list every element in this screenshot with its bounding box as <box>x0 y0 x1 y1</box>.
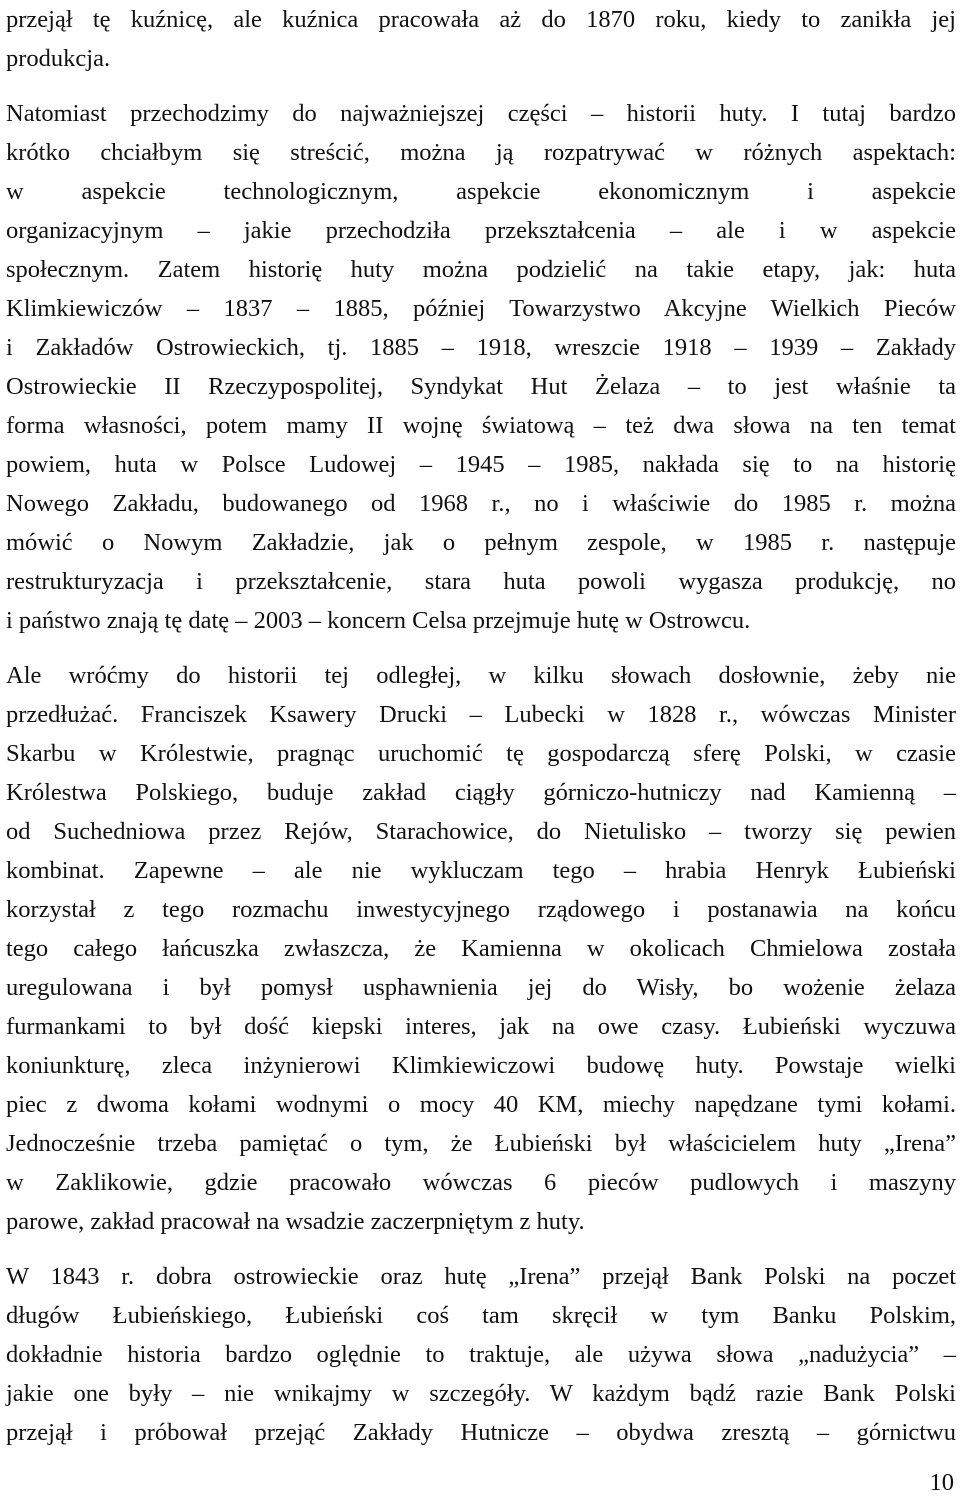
text-line: forma własności, potem mamy II wojnę światową – też dwa słowa na ten temat <box>6 412 956 439</box>
text-line: Królestwa Polskiego, buduje zakład ciągły górniczo-hutniczy nad Kamienną – <box>6 779 956 806</box>
text-line: przejął tę kuźnicę, ale kuźnica pracowała aż do 1870 roku, kiedy to zanikła jej <box>6 6 956 33</box>
text-line: Ostrowieckie II Rzeczypospolitej, Syndykat Hut Żelaza – to jest właśnie ta <box>6 373 956 400</box>
text-line: w Zaklikowie, gdzie pracowało wówczas 6 pieców pudlowych i maszyny <box>6 1169 956 1196</box>
page-number: 10 <box>929 1469 954 1496</box>
text-line: powiem, huta w Polsce Ludowej – 1945 – 1985, nakłada się to na historię <box>6 451 956 478</box>
text-line: restrukturyzacja i przekształcenie, stara huta powoli wygasza produkcję, no <box>6 568 956 595</box>
text-line: Ale wróćmy do historii tej odległej, w kilku słowach dosłownie, żeby nie <box>6 662 956 689</box>
text-line: Skarbu w Królestwie, pragnąc uruchomić tę gospodarczą sferę Polski, w czasie <box>6 740 956 767</box>
text-line: od Suchedniowa przez Rejów, Starachowice, do Nietulisko – tworzy się pewien <box>6 818 956 845</box>
text-line: parowe, zakład pracował na wsadzie zaczerpniętym z huty. <box>6 1208 585 1235</box>
text-line: tego całego łańcuszka zwłaszcza, że Kamienna w okolicach Chmielowa została <box>6 935 956 962</box>
text-line: korzystał z tego rozmachu inwestycyjnego rządowego i postanawia na końcu <box>6 896 956 923</box>
text-line: jakie one były – nie wnikajmy w szczegóły. W każdym bądź razie Bank Polski <box>6 1380 956 1407</box>
document-page <box>6 0 956 1452</box>
text-line: Natomiast przechodzimy do najważniejszej części – historii huty. I tutaj bardzo <box>6 100 956 127</box>
text-line: uregulowana i był pomysł usphawnienia jej do Wisły, bo wożenie żelaza <box>6 974 956 1001</box>
text-line: społecznym. Zatem historię huty można podzielić na takie etapy, jak: huta <box>6 256 956 283</box>
paragraph-2 <box>6 94 956 640</box>
text-line: w aspekcie technologicznym, aspekcie ekonomicznym i aspekcie <box>6 178 956 205</box>
text-line: przejął i próbował przejąć Zakłady Hutnicze – obydwa zresztą – górnictwu <box>6 1419 956 1446</box>
text-line: krótko chciałbym się streścić, można ją rozpatrywać w różnych aspektach: <box>6 139 956 166</box>
text-line: organizacyjnym – jakie przechodziła przekształcenia – ale i w aspekcie <box>6 217 956 244</box>
text-line: przedłużać. Franciszek Ksawery Drucki – Lubecki w 1828 r., wówczas Minister <box>6 701 956 728</box>
text-line: dokładnie historia bardzo oględnie to traktuje, ale używa słowa „nadużycia” – <box>6 1341 956 1368</box>
text-line: furmankami to był dość kiepski interes, jak na owe czasy. Łubieński wyczuwa <box>6 1013 956 1040</box>
text-line: mówić o Nowym Zakładzie, jak o pełnym zespole, w 1985 r. następuje <box>6 529 956 556</box>
text-line: produkcja. <box>6 45 111 72</box>
text-line: koniunkturę, zleca inżynierowi Klimkiewiczowi budowę huty. Powstaje wielki <box>6 1052 956 1079</box>
text-line: Klimkiewiczów – 1837 – 1885, później Towarzystwo Akcyjne Wielkich Pieców <box>6 295 956 322</box>
text-line: kombinat. Zapewne – ale nie wykluczam tego – hrabia Henryk Łubieński <box>6 857 956 884</box>
text-line: i Zakładów Ostrowieckich, tj. 1885 – 1918, wreszcie 1918 – 1939 – Zakłady <box>6 334 956 361</box>
paragraph-4 <box>6 1257 956 1452</box>
text-line: W 1843 r. dobra ostrowieckie oraz hutę „Irena” przejął Bank Polski na poczet <box>6 1263 956 1290</box>
paragraph-1 <box>6 0 956 78</box>
text-line: piec z dwoma kołami wodnymi o mocy 40 KM, miechy napędzane tymi kołami. <box>6 1091 956 1118</box>
paragraph-3 <box>6 656 956 1241</box>
text-line: Jednocześnie trzeba pamiętać o tym, że Łubieński był właścicielem huty „Irena” <box>6 1130 956 1157</box>
text-line: Nowego Zakładu, budowanego od 1968 r., no i właściwie do 1985 r. można <box>6 490 956 517</box>
text-line: długów Łubieńskiego, Łubieński coś tam skręcił w tym Banku Polskim, <box>6 1302 956 1329</box>
text-line: i państwo znają tę datę – 2003 – koncern Celsa przejmuje hutę w Ostrowcu. <box>6 607 751 634</box>
